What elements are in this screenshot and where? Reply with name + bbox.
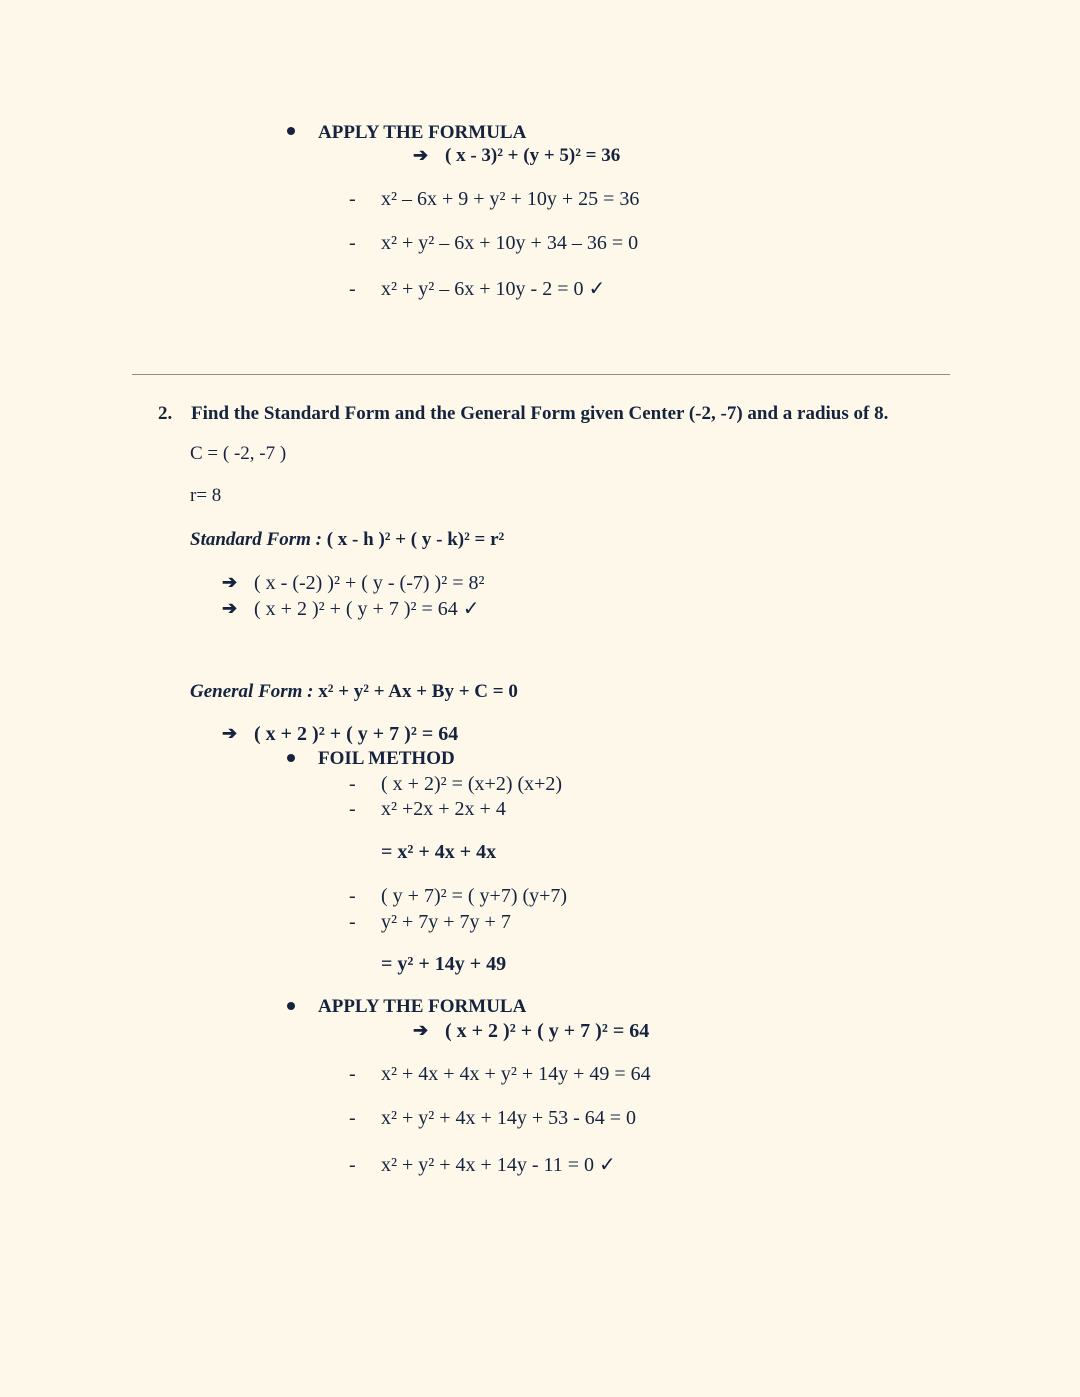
general-form-label: General Form : <box>190 681 314 702</box>
arrow-icon: ➔ <box>222 598 238 618</box>
arrow-icon: ➔ <box>222 572 238 592</box>
dash: - <box>349 798 356 820</box>
dash: - <box>349 232 356 254</box>
step-line: x² + y² – 6x + 10y - 2 = 0 ✓ <box>381 278 606 300</box>
dash: - <box>349 773 356 795</box>
center-value: C = ( -2, -7 ) <box>190 443 287 464</box>
standard-equation: ( x - 3)² + (y + 5)² = 36 <box>445 145 621 166</box>
foil-step: ( y + 7)² = ( y+7) (y+7) <box>381 885 568 907</box>
apply-formula-heading: APPLY THE FORMULA <box>318 996 527 1017</box>
dash: - <box>349 911 356 933</box>
step-line: x² + y² + 4x + 14y - 11 = 0 ✓ <box>381 1154 616 1176</box>
foil-result: = x² + 4x + 4x <box>381 841 497 863</box>
dash: - <box>349 188 356 210</box>
general-form-line <box>190 682 518 701</box>
standard-form-label: Standard Form : <box>190 529 322 550</box>
dash: - <box>349 1063 356 1085</box>
bullet <box>287 754 295 762</box>
step-line: x² + y² + 4x + 14y + 53 - 64 = 0 <box>381 1107 637 1129</box>
bullet <box>287 1002 295 1010</box>
bullet <box>287 127 295 135</box>
apply-equation: ( x + 2 )² + ( y + 7 )² = 64 <box>445 1020 650 1042</box>
foil-result: = y² + 14y + 49 <box>381 953 507 975</box>
problem-number: 2. <box>158 403 173 424</box>
foil-method-heading: FOIL METHOD <box>318 748 455 769</box>
foil-step: y² + 7y + 7y + 7 <box>381 911 511 933</box>
arrow-icon: ➔ <box>413 1020 429 1040</box>
step-line: x² + 4x + 4x + y² + 14y + 49 = 64 <box>381 1063 651 1085</box>
radius-value: r= 8 <box>190 485 222 506</box>
standard-step: ( x - (-2) )² + ( y - (-7) )² = 8² <box>254 572 485 594</box>
problem-question: Find the Standard Form and the General Form given Center (-2, -7) and a radius of 8. <box>191 403 889 424</box>
dash: - <box>349 885 356 907</box>
dash: - <box>349 1107 356 1129</box>
step-line: x² + y² – 6x + 10y + 34 – 36 = 0 <box>381 232 639 254</box>
standard-form-line <box>190 530 504 549</box>
apply-formula-heading: APPLY THE FORMULA <box>318 122 527 143</box>
arrow-icon: ➔ <box>413 145 429 165</box>
foil-step: x² +2x + 2x + 4 <box>381 798 506 820</box>
step-line: x² – 6x + 9 + y² + 10y + 25 = 36 <box>381 188 640 210</box>
arrow-icon: ➔ <box>222 723 238 743</box>
dash: - <box>349 278 356 300</box>
foil-step: ( x + 2)² = (x+2) (x+2) <box>381 773 563 795</box>
standard-form-formula: ( x - h )² + ( y - k)² = r² <box>326 529 505 550</box>
standard-step: ( x + 2 )² + ( y + 7 )² = 64 ✓ <box>254 598 480 620</box>
divider <box>132 374 950 375</box>
general-start-equation: ( x + 2 )² + ( y + 7 )² = 64 <box>254 723 459 745</box>
general-form-formula: x² + y² + Ax + By + C = 0 <box>318 681 518 702</box>
dash: - <box>349 1154 356 1176</box>
